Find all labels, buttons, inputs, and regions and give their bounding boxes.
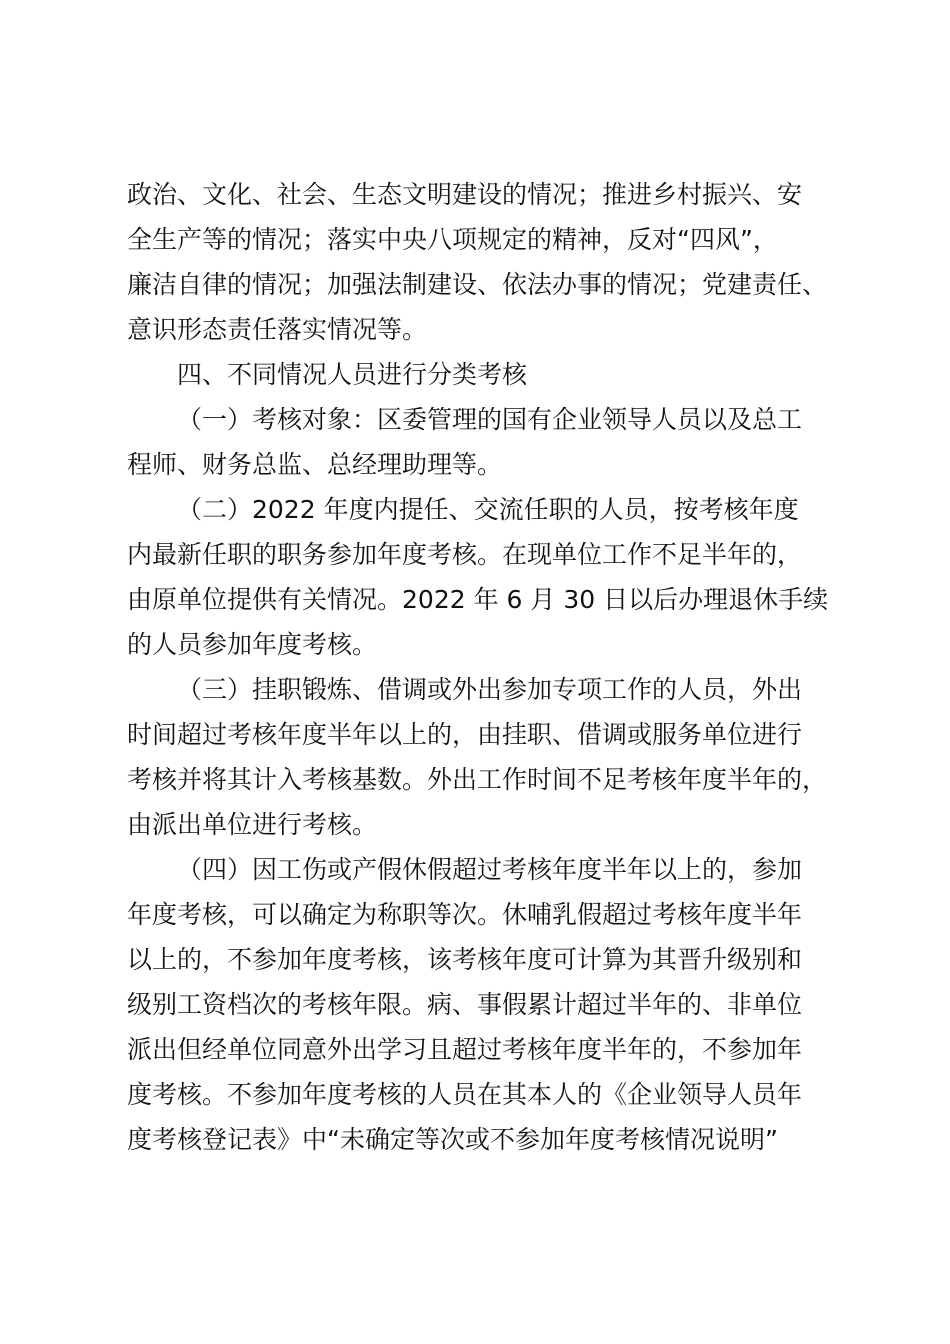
- text-line: 程师、财务总监、总经理助理等。: [127, 450, 503, 479]
- text-line: （一）考核对象：区委管理的国有企业领导人员以及总工: [177, 405, 803, 434]
- document-body: [127, 172, 839, 1162]
- text-line: 全生产等的情况；落实中央八项规定的精神，反对“四风”，: [127, 225, 778, 254]
- paragraph-item-three: [127, 667, 839, 847]
- text-line: 考核并将其计入考核基数。外出工作时间不足考核年度半年的，: [127, 765, 828, 794]
- text-line: （二）2022 年度内提任、交流任职的人员，按考核年度: [177, 495, 799, 524]
- text-line: 度考核。不参加年度考核的人员在其本人的《企业领导人员年: [127, 1080, 803, 1109]
- paragraph-item-four: [127, 847, 839, 1162]
- paragraph-item-one: [127, 397, 839, 487]
- text-line: 政治、文化、社会、生态文明建设的情况；推进乡村振兴、安: [127, 180, 803, 209]
- paragraph-item-two: [127, 487, 839, 667]
- text-line: 派出但经单位同意外出学习且超过考核年度半年的，不参加年: [127, 1035, 803, 1064]
- text-line: 年度考核，可以确定为称职等次。休哺乳假超过考核年度半年: [127, 900, 803, 929]
- text-line: 时间超过考核年度半年以上的，由挂职、借调或服务单位进行: [127, 720, 803, 749]
- text-line: 意识形态责任落实情况等。: [127, 315, 428, 344]
- text-line: 级别工资档次的考核年限。病、事假累计超过半年的、非单位: [127, 990, 803, 1019]
- paragraph-work-content: [127, 172, 839, 352]
- text-line: 的人员参加年度考核。: [127, 630, 378, 659]
- text-line: 由原单位提供有关情况。2022 年 6 月 30 日以后办理退休手续: [127, 585, 829, 614]
- text-line: 廉洁自律的情况；加强法制建设、依法办事的情况；党建责任、: [127, 270, 828, 299]
- text-line: 由派出单位进行考核。: [127, 810, 378, 839]
- text-line: （四）因工伤或产假休假超过考核年度半年以上的，参加: [177, 855, 803, 884]
- text-line: 以上的，不参加年度考核，该考核年度可计算为其晋升级别和: [127, 945, 803, 974]
- text-line: 内最新任职的职务参加年度考核。在现单位工作不足半年的，: [127, 540, 803, 569]
- text-line: 度考核登记表》中“未确定等次或不参加年度考核情况说明”: [127, 1125, 778, 1154]
- text-line: 四、不同情况人员进行分类考核: [177, 360, 528, 389]
- section-heading-four: [127, 352, 839, 397]
- text-line: （三）挂职锻炼、借调或外出参加专项工作的人员，外出: [177, 675, 803, 704]
